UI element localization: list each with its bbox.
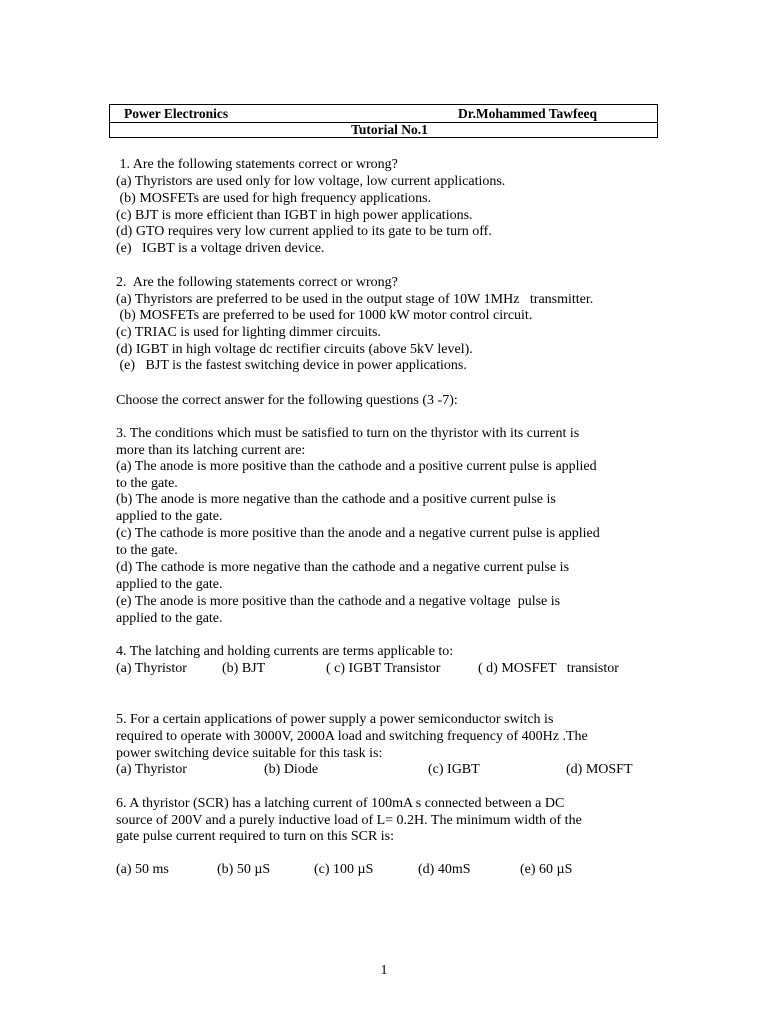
q6-option-e: (e) 60 µS — [520, 862, 573, 877]
q3-b-2: applied to the gate. — [116, 509, 223, 524]
q3-text-1: 3. The conditions which must be satisfied to turn on the thyristor with its current is — [116, 426, 580, 441]
q5-option-b: (b) Diode — [264, 762, 319, 777]
q2-d: (d) IGBT in high voltage dc rectifier circuits (above 5kV level). — [116, 342, 473, 357]
q2-a: (a) Thyristors are preferred to be used in the output stage of 10W 1MHz transmitter. — [116, 292, 594, 307]
q3-e-2: applied to the gate. — [116, 611, 223, 626]
q4-option-d: ( d) MOSFET transistor — [478, 661, 619, 676]
q4-option-b: (b) BJT — [222, 661, 266, 676]
q1-d: (d) GTO requires very low current applied to its gate to be turn off. — [116, 224, 492, 239]
q1-c: (c) BJT is more efficient than IGBT in high power applications. — [116, 208, 473, 223]
q1-a: (a) Thyristors are used only for low voltage, low current applications. — [116, 174, 506, 189]
course-title: Power Electronics — [124, 106, 229, 121]
q6-option-c: (c) 100 µS — [314, 862, 374, 877]
q2-e: (e) BJT is the fastest switching device in power applications. — [116, 358, 467, 373]
q6-option-b: (b) 50 µS — [217, 862, 271, 877]
q6-option-a: (a) 50 ms — [116, 862, 169, 877]
section-instruction: Choose the correct answer for the following questions (3 -7): — [116, 393, 458, 408]
header-row — [110, 105, 657, 123]
q5-text-1: 5. For a certain applications of power supply a power semiconductor switch is — [116, 712, 554, 727]
q1-e: (e) IGBT is a voltage driven device. — [116, 241, 325, 256]
q4-option-c: ( c) IGBT Transistor — [326, 661, 441, 676]
q3-a-1: (a) The anode is more positive than the cathode and a positive current pulse is applied — [116, 459, 597, 474]
q2-b: (b) MOSFETs are preferred to be used for 1000 kW motor control circuit. — [116, 308, 533, 323]
q6-text-1: 6. A thyristor (SCR) has a latching current of 100mA s connected between a DC — [116, 796, 565, 811]
page-number: 1 — [380, 963, 388, 978]
q6-text-3: gate pulse current required to turn on this SCR is: — [116, 829, 395, 844]
header-table — [109, 104, 658, 138]
q6-text-2: source of 200V and a purely inductive load of L= 0.2H. The minimum width of the — [116, 813, 582, 828]
tutorial-title: Tutorial No.1 — [351, 122, 428, 137]
q5-text-3: power switching device suitable for this task is: — [116, 746, 383, 761]
q4-text: 4. The latching and holding currents are terms applicable to: — [116, 644, 454, 659]
q5-text-2: required to operate with 3000V, 2000A load and switching frequency of 400Hz .The — [116, 729, 588, 744]
q3-b-1: (b) The anode is more negative than the cathode and a positive current pulse is — [116, 492, 556, 507]
q1-b: (b) MOSFETs are used for high frequency applications. — [116, 191, 432, 206]
q3-a-2: to the gate. — [116, 476, 178, 491]
q6-option-d: (d) 40mS — [418, 862, 471, 877]
q3-e-1: (e) The anode is more positive than the cathode and a negative voltage pulse is — [116, 594, 561, 609]
q3-c-1: (c) The cathode is more positive than the anode and a negative current pulse is applied — [116, 526, 600, 541]
q2-text: 2. Are the following statements correct or wrong? — [116, 275, 398, 290]
q2-c: (c) TRIAC is used for lighting dimmer circuits. — [116, 325, 381, 340]
q5-option-c: (c) IGBT — [428, 762, 480, 777]
q3-c-2: to the gate. — [116, 543, 178, 558]
q6-options — [116, 861, 656, 878]
q3-d-1: (d) The cathode is more negative than the cathode and a negative current pulse is — [116, 560, 570, 575]
q3-text-2: more than its latching current are: — [116, 443, 306, 458]
q5-option-d: (d) MOSFT — [566, 762, 633, 777]
q4-options — [116, 660, 656, 677]
author-name: Dr.Mohammed Tawfeeq — [458, 106, 598, 121]
q1-text: 1. Are the following statements correct or wrong? — [116, 157, 398, 172]
q3-d-2: applied to the gate. — [116, 577, 223, 592]
q5-option-a: (a) Thyristor — [116, 762, 187, 777]
q5-options — [116, 761, 656, 778]
q4-option-a: (a) Thyristor — [116, 661, 187, 676]
